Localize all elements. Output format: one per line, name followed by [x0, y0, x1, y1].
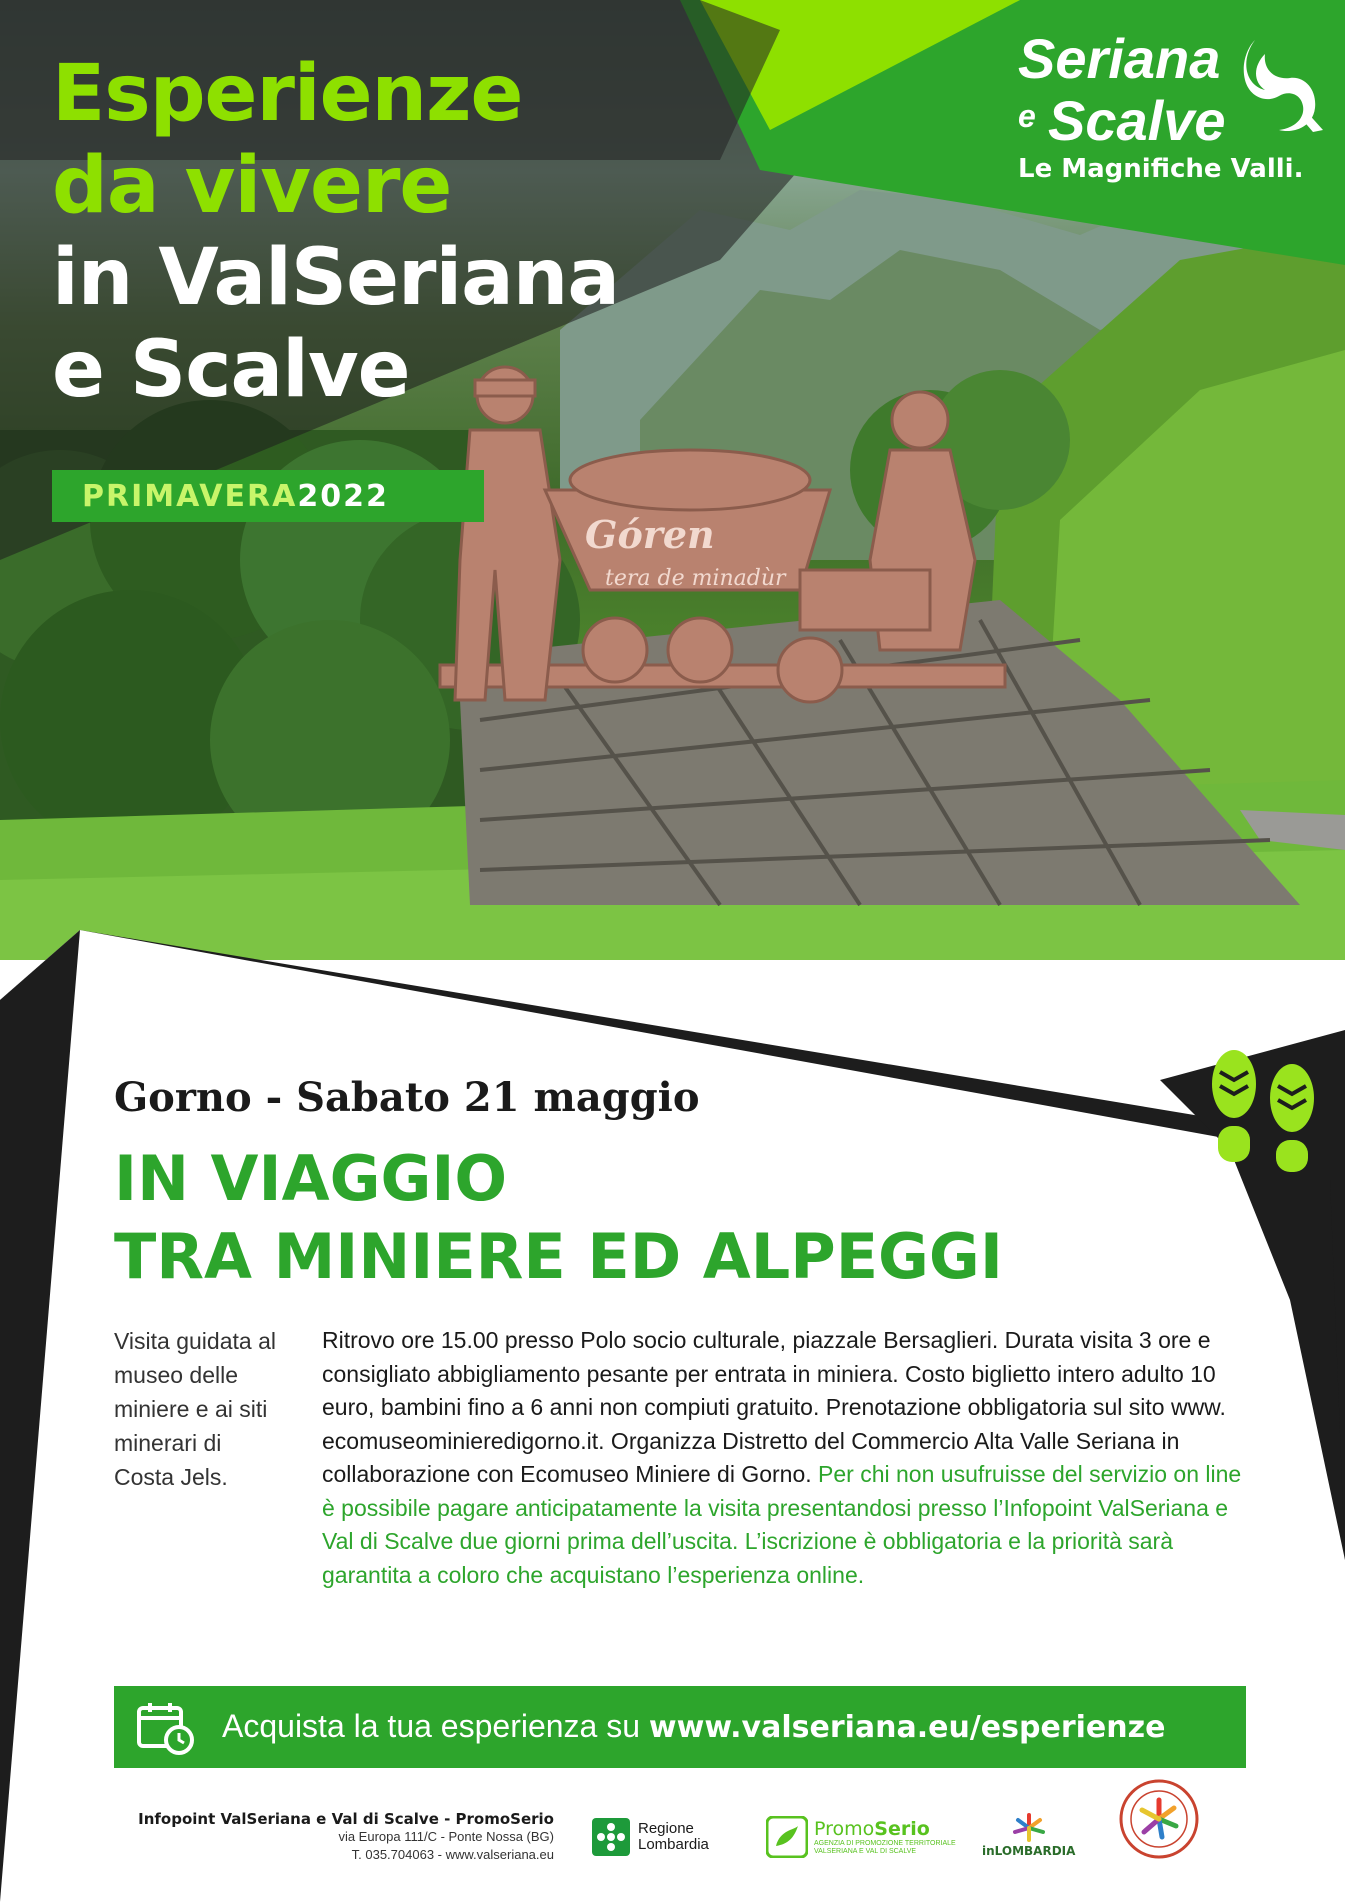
logo-scalve: Scalve [1048, 89, 1226, 152]
headline-line-1: Esperienze [52, 49, 523, 139]
promoserio-logo-icon [766, 1816, 808, 1858]
footprints-icon [1196, 1046, 1326, 1176]
partner-regione-lombardia [592, 1812, 709, 1862]
event-details-text: Ritrovo ore 15.00 presso Polo socio culturale, piazzale Bersaglieri. Durata visita 3 ore e consigliato abbigliamento pesante per entrata in miniera. Costo biglietto intero adulto 10 euro, bambini fino a 6 anni non compiuti gratuito. Prenotazione obbligatoria sul sito www. ecomuseominieredigorno.it. Organizza Distretto del Commercio Alta Valle Seriana in collaborazione con Ecomuseo Miniere di Gorno. [322, 1327, 1226, 1487]
footer-address: via Europa 111/C - Ponte Nossa (BG) [338, 1829, 554, 1844]
logo-e: e [1018, 98, 1036, 134]
calendar-clock-icon [136, 1700, 196, 1756]
cta-prefix: Acquista la tua esperienza su [222, 1708, 649, 1744]
brand-logo [1010, 26, 1330, 206]
logo-seriana: Seriana [1018, 27, 1221, 90]
regione-lombardia-logo-icon [592, 1818, 630, 1856]
promo-part-b: Serio [874, 1818, 930, 1840]
event-title-line-2: TRA MINIERE ED ALPEGGI [114, 1220, 1003, 1293]
footer-phone-web: T. 035.704063 - www.valseriana.eu [351, 1847, 554, 1862]
headline [52, 48, 772, 416]
event-title-line-1: IN VIAGGIO [114, 1142, 508, 1215]
logo-tagline: Le Magnifiche Valli. [1018, 154, 1304, 184]
cta-link[interactable]: www.valseriana.eu/esperienze [648, 1710, 1166, 1745]
partner-inlombardia [982, 1812, 1075, 1862]
season-badge [52, 470, 484, 522]
distretto-commercio-seal-icon [1118, 1778, 1200, 1860]
footer-org-name: Infopoint ValSeriana e Val di Scalve - PromoSerio [138, 1810, 554, 1828]
season-year: 2022 [297, 478, 389, 514]
headline-line-3: in ValSeriana [52, 233, 619, 323]
sign-name: Gόren [585, 512, 715, 557]
inlombardia-text: inLOMBARDIA [982, 1844, 1076, 1858]
side-note: Visita guidata al museo delle miniere e ai siti minerari di Costa Jels. [114, 1328, 276, 1490]
event-payment-note: Per chi non usufruisse del servizio on line è possibile pagare anticipatamente la visita presentandosi presso l’Infopoint ValSeriana e Val di Scalve due giorni prima dell’uscita. L’iscrizione è obbligatoria e la priorità sarà garantita a coloro che acquistano l’esperienza online. [322, 1461, 1242, 1588]
inlombardia-logo-icon [1012, 1812, 1046, 1842]
event-date: Gorno - Sabato 21 maggio [114, 1074, 700, 1121]
headline-line-2: da vivere [52, 141, 452, 231]
event-details [322, 1324, 1257, 1592]
partner-promoserio [766, 1812, 956, 1862]
footer-contact [134, 1810, 554, 1864]
purchase-cta-bar[interactable] [114, 1686, 1246, 1768]
event-title [114, 1140, 1003, 1296]
regione-line-1: Regione [638, 1820, 694, 1837]
season-label: PRIMAVERA [82, 478, 298, 514]
sign-subtitle: tera de minadùr [605, 566, 786, 591]
regione-line-2: Lombardia [638, 1836, 709, 1853]
promo-part-a: Promo [814, 1818, 875, 1840]
partner-distretto-commercio [1118, 1794, 1200, 1844]
headline-line-4: e Scalve [52, 325, 410, 415]
promo-sub-1: AGENZIA DI PROMOZIONE TERRITORIALE [814, 1840, 956, 1847]
promo-sub-2: VALSERIANA E VAL DI SCALVE [814, 1848, 917, 1855]
cta-text [222, 1708, 1165, 1745]
leaping-fox-icon [1235, 30, 1330, 140]
